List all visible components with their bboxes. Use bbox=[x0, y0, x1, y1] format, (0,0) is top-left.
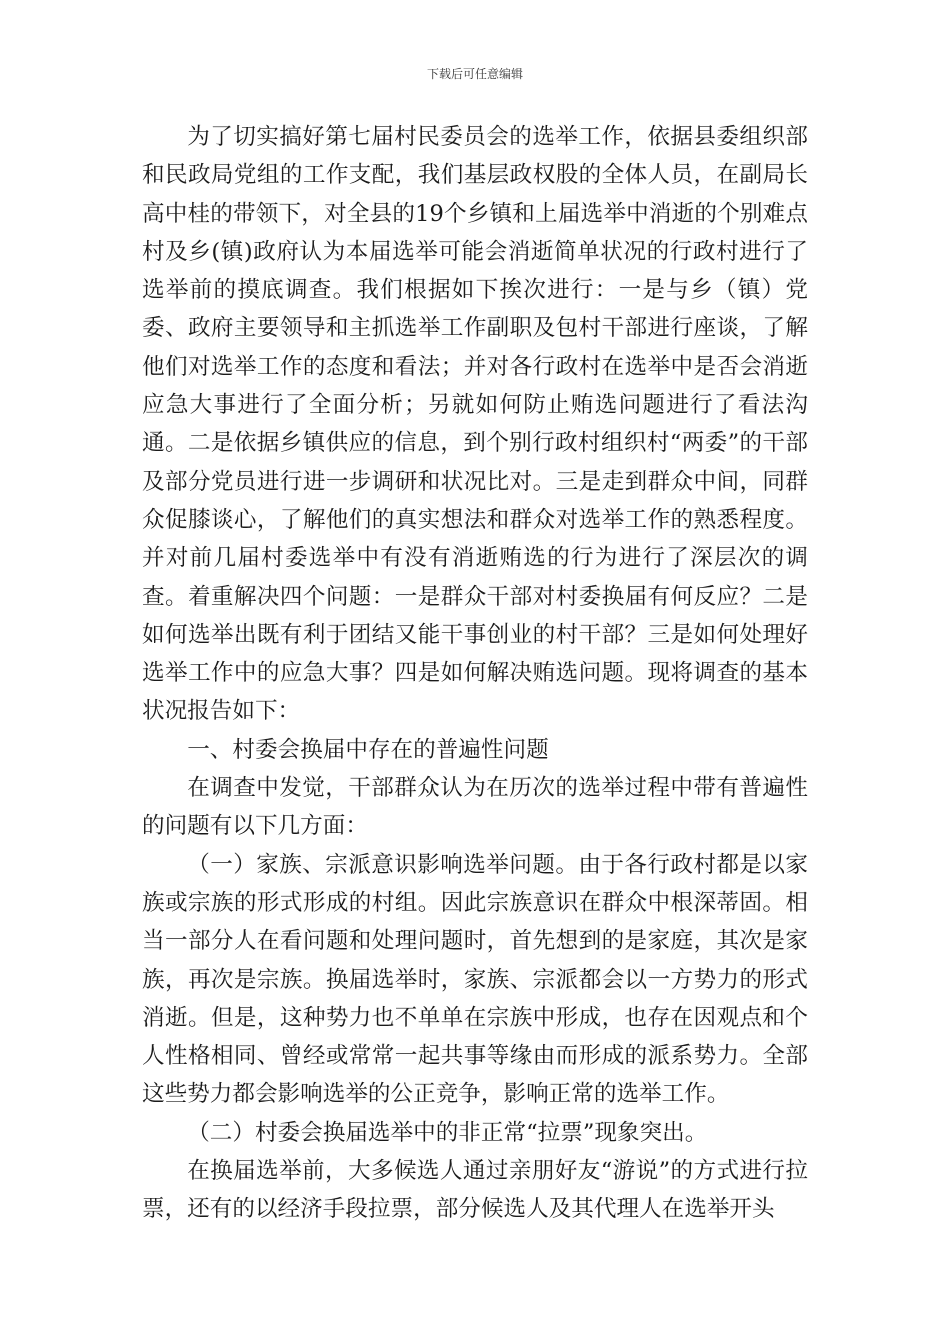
section-heading-1: 一、村委会换届中存在的普遍性问题 bbox=[187, 736, 549, 763]
subsection-2-paragraph: 在换届选举前，大多候选人通过亲朋好友“游说”的方式进行拉票，还有的以经济手段拉票，部分候选人及其代理人在选举开头 bbox=[142, 1158, 808, 1223]
subsection-1-paragraph: （一）家族、宗派意识影响选举问题。由于各行政村都是以家族或宗族的形式形成的村组。因此宗族意识在群众中根深蒂固。相当一部分人在看问题和处理问题时，首先想到的是家庭，其次是家族，再次是宗族。换届选举时，家族、宗派都会以一方势力的形式消逝。但是，这种势力也不单单在宗族中形成，也存在因观点和个人性格相同、曾经或常常一起共事等缘由而形成的派系势力。全部这些势力都会影响选举的公正竞争，影响正常的选举工作。 bbox=[142, 851, 808, 1108]
document-body bbox=[142, 118, 808, 1229]
subsection-2-heading: （二）村委会换届选举中的非正常“拉票”现象突出。 bbox=[187, 1119, 708, 1146]
intro-paragraph: 为了切实搞好第七届村民委员会的选举工作，依据县委组织部和民政局党组的工作支配，我们基层政权股的全体人员，在副局长高中桂的带领下，对全县的19个乡镇和上届选举中消逝的个别难点村及乡(镇)政府认为本届选举可能会消逝简单状况的行政村进行了选举前的摸底调查。我们根据如下挨次进行：一是与乡（镇）党委、政府主要领导和主抓选举工作副职及包村干部进行座谈，了解他们对选举工作的态度和看法；并对各行政村在选举中是否会消逝应急大事进行了全面分析；另就如何防止贿选问题进行了看法沟通。二是依据乡镇供应的信息，到个别行政村组织村“两委”的干部及部分党员进行进一步调研和状况比对。三是走到群众中间，同群众促膝谈心，了解他们的真实想法和群众对选举工作的熟悉程度。并对前几届村委选举中有没有消逝贿选的行为进行了深层次的调查。着重解决四个问题：一是群众干部对村委换届有何反应？二是如何选举出既有利于团结又能干事创业的村干部？三是如何处理好选举工作中的应急大事？四是如何解决贿选问题。现将调查的基本状况报告如下： bbox=[142, 124, 808, 725]
download-note: 下载后可任意编辑 bbox=[426, 67, 523, 81]
section-1-intro-paragraph: 在调查中发觉，干部群众认为在历次的选举过程中带有普遍性的问题有以下几方面： bbox=[142, 775, 808, 840]
